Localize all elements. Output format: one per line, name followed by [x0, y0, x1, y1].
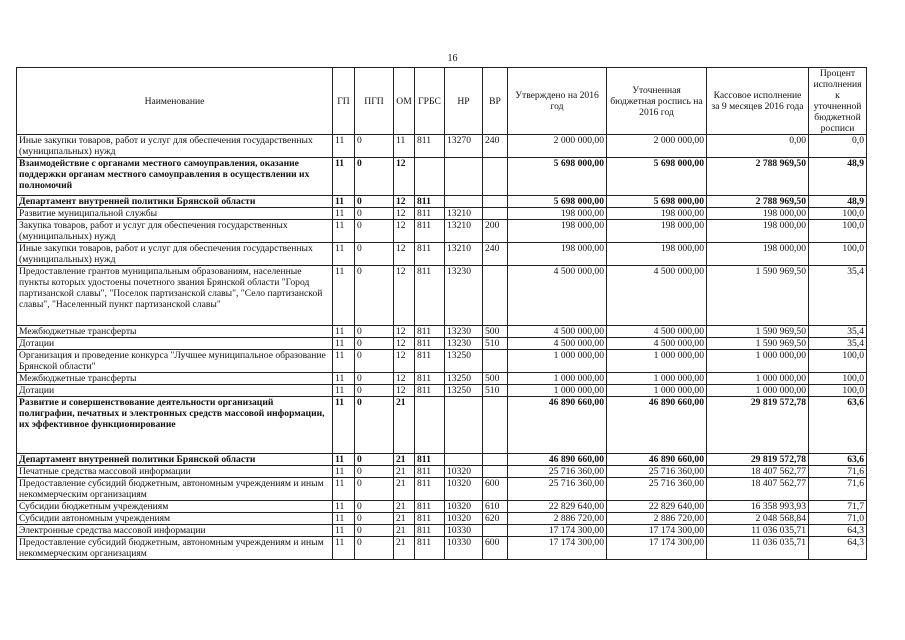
- row-cash: 198 000,00: [707, 220, 809, 243]
- row-percent: 64,3: [809, 525, 867, 537]
- row-np: 10320: [445, 466, 483, 478]
- table-row: [17, 338, 867, 350]
- row-grbs: 811: [415, 135, 445, 158]
- row-name: Печатные средства массовой информации: [17, 466, 333, 478]
- row-approved: 46 890 660,00: [508, 454, 607, 466]
- row-grbs: 811: [415, 196, 445, 208]
- row-percent: 100,0: [809, 220, 867, 243]
- table-row: [17, 501, 867, 513]
- row-gp: 11: [333, 501, 355, 513]
- row-grbs: [415, 397, 445, 454]
- row-om: 12: [394, 208, 415, 220]
- row-percent: 35,4: [809, 338, 867, 350]
- row-refined: 198 000,00: [607, 220, 707, 243]
- row-approved: 1 000 000,00: [508, 350, 607, 373]
- row-vr: [483, 350, 508, 373]
- table-row: [17, 373, 867, 385]
- row-name: Межбюджетные трансферты: [17, 326, 333, 338]
- row-om: 12: [394, 326, 415, 338]
- row-om: 11: [394, 135, 415, 158]
- row-cash: 2 788 969,50: [707, 158, 809, 196]
- table-row: [17, 385, 867, 397]
- row-refined: 46 890 660,00: [607, 397, 707, 454]
- row-percent: 100,0: [809, 208, 867, 220]
- row-approved: 22 829 640,00: [508, 501, 607, 513]
- row-vr: 600: [483, 478, 508, 501]
- row-np: [445, 454, 483, 466]
- row-gp: 11: [333, 326, 355, 338]
- row-om: 21: [394, 478, 415, 501]
- row-vr: 500: [483, 373, 508, 385]
- row-grbs: 811: [415, 326, 445, 338]
- row-vr: 510: [483, 338, 508, 350]
- row-refined: 2 886 720,00: [607, 513, 707, 525]
- row-name: Субсидии бюджетным учреждениям: [17, 501, 333, 513]
- row-np: [445, 196, 483, 208]
- table-row: [17, 513, 867, 525]
- row-cash: 11 036 035,71: [707, 525, 809, 537]
- row-refined: 4 500 000,00: [607, 338, 707, 350]
- table-row: [17, 266, 867, 326]
- row-name: Развитие и совершенствование деятельности организаций полиграфии, печатных и электронных средств массовой информации, их эффективное функционирование: [17, 397, 333, 454]
- row-name: Департамент внутренней политики Брянской области: [17, 196, 333, 208]
- row-gp: 11: [333, 513, 355, 525]
- row-np: 10330: [445, 525, 483, 537]
- row-name: Закупка товаров, работ и услуг для обеспечения государственных (муниципальных) нужд: [17, 220, 333, 243]
- row-gp: 11: [333, 266, 355, 326]
- row-vr: [483, 208, 508, 220]
- row-percent: 100,0: [809, 385, 867, 397]
- row-name: Департамент внутренней политики Брянской области: [17, 454, 333, 466]
- row-refined: 4 500 000,00: [607, 266, 707, 326]
- table-row: [17, 158, 867, 196]
- row-cash: 11 036 035,71: [707, 537, 809, 560]
- header-ppgp: ПГП: [355, 68, 394, 135]
- row-ppgp: 0: [355, 326, 394, 338]
- row-approved: 1 000 000,00: [508, 385, 607, 397]
- row-grbs: 811: [415, 501, 445, 513]
- row-grbs: 811: [415, 338, 445, 350]
- table-row: [17, 135, 867, 158]
- row-refined: 5 698 000,00: [607, 196, 707, 208]
- row-np: 13230: [445, 338, 483, 350]
- table-row: [17, 220, 867, 243]
- row-ppgp: 0: [355, 385, 394, 397]
- row-vr: [483, 466, 508, 478]
- row-gp: 11: [333, 385, 355, 397]
- row-vr: 610: [483, 501, 508, 513]
- row-gp: 11: [333, 397, 355, 454]
- row-name: Электронные средства массовой информации: [17, 525, 333, 537]
- row-gp: 11: [333, 478, 355, 501]
- row-np: 10320: [445, 478, 483, 501]
- row-om: 12: [394, 373, 415, 385]
- row-name: Межбюджетные трансферты: [17, 373, 333, 385]
- row-ppgp: 0: [355, 397, 394, 454]
- row-grbs: 811: [415, 373, 445, 385]
- row-approved: 198 000,00: [508, 243, 607, 266]
- row-cash: 1 590 969,50: [707, 326, 809, 338]
- row-cash: 2 048 568,84: [707, 513, 809, 525]
- row-name: Предоставление субсидий бюджетным, автономным учреждениям и иным некоммерческим организациям: [17, 478, 333, 501]
- row-grbs: 811: [415, 537, 445, 560]
- row-refined: 4 500 000,00: [607, 326, 707, 338]
- row-ppgp: 0: [355, 338, 394, 350]
- table-row: [17, 243, 867, 266]
- row-cash: 16 358 993,93: [707, 501, 809, 513]
- row-refined: 198 000,00: [607, 208, 707, 220]
- table-row: [17, 196, 867, 208]
- row-grbs: 811: [415, 350, 445, 373]
- row-gp: 11: [333, 135, 355, 158]
- row-grbs: 811: [415, 478, 445, 501]
- row-ppgp: 0: [355, 466, 394, 478]
- row-gp: 11: [333, 158, 355, 196]
- row-vr: 200: [483, 220, 508, 243]
- row-percent: 100,0: [809, 243, 867, 266]
- row-percent: 100,0: [809, 373, 867, 385]
- row-percent: 48,9: [809, 196, 867, 208]
- table-row: [17, 478, 867, 501]
- header-om: ОМ: [394, 68, 415, 135]
- row-ppgp: 0: [355, 478, 394, 501]
- row-cash: 198 000,00: [707, 208, 809, 220]
- page-number: 16: [447, 53, 458, 64]
- row-gp: 11: [333, 466, 355, 478]
- row-vr: 600: [483, 537, 508, 560]
- row-approved: 1 000 000,00: [508, 373, 607, 385]
- row-gp: 11: [333, 196, 355, 208]
- row-approved: 25 716 360,00: [508, 466, 607, 478]
- row-om: 21: [394, 501, 415, 513]
- row-cash: 1 000 000,00: [707, 350, 809, 373]
- row-percent: 63,6: [809, 397, 867, 454]
- row-om: 21: [394, 454, 415, 466]
- row-om: 12: [394, 266, 415, 326]
- header-vr: ВР: [483, 68, 508, 135]
- row-cash: 0,00: [707, 135, 809, 158]
- row-approved: 5 698 000,00: [508, 158, 607, 196]
- row-grbs: 811: [415, 220, 445, 243]
- row-approved: 2 000 000,00: [508, 135, 607, 158]
- row-gp: 11: [333, 373, 355, 385]
- row-name: Иные закупки товаров, работ и услуг для обеспечения государственных (муниципальных) нужд: [17, 243, 333, 266]
- header-grbs: ГРБС: [415, 68, 445, 135]
- row-gp: 11: [333, 454, 355, 466]
- row-cash: 1 000 000,00: [707, 373, 809, 385]
- table-row: [17, 350, 867, 373]
- row-approved: 17 174 300,00: [508, 525, 607, 537]
- row-refined: 22 829 640,00: [607, 501, 707, 513]
- header-name: Наименование: [17, 68, 333, 135]
- row-np: [445, 158, 483, 196]
- row-vr: 240: [483, 243, 508, 266]
- row-np: 13230: [445, 326, 483, 338]
- row-gp: 11: [333, 208, 355, 220]
- row-ppgp: 0: [355, 266, 394, 326]
- row-percent: 71,7: [809, 501, 867, 513]
- header-cash: Кассовое исполнение за 9 месяцев 2016 года: [707, 68, 809, 135]
- row-cash: 18 407 562,77: [707, 466, 809, 478]
- table-row: [17, 525, 867, 537]
- row-np: 13210: [445, 220, 483, 243]
- row-grbs: [415, 158, 445, 196]
- table-row: [17, 208, 867, 220]
- row-np: 10320: [445, 513, 483, 525]
- row-cash: 1 000 000,00: [707, 385, 809, 397]
- row-gp: 11: [333, 350, 355, 373]
- row-vr: 240: [483, 135, 508, 158]
- row-ppgp: 0: [355, 350, 394, 373]
- row-vr: [483, 397, 508, 454]
- row-np: 13250: [445, 350, 483, 373]
- table-row: [17, 454, 867, 466]
- row-approved: 198 000,00: [508, 208, 607, 220]
- row-np: 10330: [445, 537, 483, 560]
- row-om: 21: [394, 397, 415, 454]
- row-ppgp: 0: [355, 501, 394, 513]
- row-name: Дотации: [17, 338, 333, 350]
- row-grbs: 811: [415, 454, 445, 466]
- row-refined: 1 000 000,00: [607, 385, 707, 397]
- row-grbs: 811: [415, 525, 445, 537]
- row-np: 13210: [445, 208, 483, 220]
- row-percent: 100,0: [809, 350, 867, 373]
- row-np: 10320: [445, 501, 483, 513]
- row-percent: 64,3: [809, 537, 867, 560]
- header-approved: Утверждено на 2016 год: [508, 68, 607, 135]
- table-row: [17, 397, 867, 454]
- row-name: Предоставление субсидий бюджетным, автономным учреждениям и иным некоммерческим организациям: [17, 537, 333, 560]
- row-percent: 63,6: [809, 454, 867, 466]
- row-name: Организация и проведение конкурса "Лучшее муниципальное образование Брянской области": [17, 350, 333, 373]
- row-approved: 5 698 000,00: [508, 196, 607, 208]
- row-om: 12: [394, 196, 415, 208]
- row-refined: 17 174 300,00: [607, 537, 707, 560]
- row-refined: 5 698 000,00: [607, 158, 707, 196]
- row-grbs: 811: [415, 385, 445, 397]
- row-percent: 0,0: [809, 135, 867, 158]
- row-vr: [483, 266, 508, 326]
- row-name: Развитие муниципальной службы: [17, 208, 333, 220]
- row-refined: 198 000,00: [607, 243, 707, 266]
- row-vr: [483, 454, 508, 466]
- row-refined: 25 716 360,00: [607, 466, 707, 478]
- row-np: 13210: [445, 243, 483, 266]
- row-om: 12: [394, 338, 415, 350]
- row-name: Предоставление грантов муниципальным образованиям, населенные пункты которых удостоены почетного звания Брянской области "Город партизанской славы", "Поселок партизанской славы", "Село партизанской славы", "Населенный пункт партизанской славы": [17, 266, 333, 326]
- header-gp: ГП: [333, 68, 355, 135]
- row-om: 21: [394, 466, 415, 478]
- row-percent: 35,4: [809, 266, 867, 326]
- row-ppgp: 0: [355, 208, 394, 220]
- row-approved: 17 174 300,00: [508, 537, 607, 560]
- row-om: 12: [394, 243, 415, 266]
- row-refined: 46 890 660,00: [607, 454, 707, 466]
- row-vr: 500: [483, 326, 508, 338]
- row-percent: 71,6: [809, 466, 867, 478]
- row-ppgp: 0: [355, 454, 394, 466]
- table-row: [17, 326, 867, 338]
- row-vr: 620: [483, 513, 508, 525]
- row-refined: 1 000 000,00: [607, 373, 707, 385]
- row-name: Иные закупки товаров, работ и услуг для обеспечения государственных (муниципальных) нужд: [17, 135, 333, 158]
- row-refined: 25 716 360,00: [607, 478, 707, 501]
- row-ppgp: 0: [355, 158, 394, 196]
- table-row: [17, 466, 867, 478]
- row-ppgp: 0: [355, 220, 394, 243]
- row-grbs: 811: [415, 243, 445, 266]
- row-gp: 11: [333, 525, 355, 537]
- row-np: 13250: [445, 385, 483, 397]
- row-approved: 4 500 000,00: [508, 326, 607, 338]
- row-grbs: 811: [415, 466, 445, 478]
- row-cash: 18 407 562,77: [707, 478, 809, 501]
- row-name: Субсидии автономным учреждениям: [17, 513, 333, 525]
- row-refined: 2 000 000,00: [607, 135, 707, 158]
- row-percent: 71,0: [809, 513, 867, 525]
- row-ppgp: 0: [355, 525, 394, 537]
- row-approved: 198 000,00: [508, 220, 607, 243]
- header-refined: Уточненная бюджетная роспись на 2016 год: [607, 68, 707, 135]
- row-om: 12: [394, 158, 415, 196]
- row-ppgp: 0: [355, 513, 394, 525]
- row-om: 21: [394, 513, 415, 525]
- row-np: [445, 397, 483, 454]
- header-percent: Процент исполнения к уточненной бюджетной росписи: [809, 68, 867, 135]
- row-np: 13250: [445, 373, 483, 385]
- row-percent: 35,4: [809, 326, 867, 338]
- row-percent: 71,6: [809, 478, 867, 501]
- row-refined: 17 174 300,00: [607, 525, 707, 537]
- row-name: Дотации: [17, 385, 333, 397]
- row-refined: 1 000 000,00: [607, 350, 707, 373]
- row-ppgp: 0: [355, 373, 394, 385]
- row-approved: 4 500 000,00: [508, 338, 607, 350]
- row-approved: 2 886 720,00: [508, 513, 607, 525]
- row-gp: 11: [333, 243, 355, 266]
- row-ppgp: 0: [355, 135, 394, 158]
- budget-table: [16, 67, 867, 560]
- row-vr: 510: [483, 385, 508, 397]
- row-gp: 11: [333, 220, 355, 243]
- row-gp: 11: [333, 338, 355, 350]
- row-cash: 29 819 572,78: [707, 454, 809, 466]
- row-grbs: 811: [415, 513, 445, 525]
- row-vr: [483, 158, 508, 196]
- row-name: Взаимодействие с органами местного самоуправления, оказание поддержки органам местного самоуправления в осуществлении их полномочий: [17, 158, 333, 196]
- row-percent: 48,9: [809, 158, 867, 196]
- row-om: 21: [394, 525, 415, 537]
- row-ppgp: 0: [355, 243, 394, 266]
- row-om: 21: [394, 537, 415, 560]
- row-om: 12: [394, 385, 415, 397]
- header-np: НР: [445, 68, 483, 135]
- row-ppgp: 0: [355, 196, 394, 208]
- row-vr: [483, 525, 508, 537]
- row-cash: 1 590 969,50: [707, 266, 809, 326]
- row-cash: 1 590 969,50: [707, 338, 809, 350]
- row-approved: 4 500 000,00: [508, 266, 607, 326]
- row-np: 13270: [445, 135, 483, 158]
- row-approved: 25 716 360,00: [508, 478, 607, 501]
- row-grbs: 811: [415, 266, 445, 326]
- row-om: 12: [394, 220, 415, 243]
- row-np: 13230: [445, 266, 483, 326]
- row-approved: 46 890 660,00: [508, 397, 607, 454]
- header-row: [17, 68, 867, 135]
- row-grbs: 811: [415, 208, 445, 220]
- table-row: [17, 537, 867, 560]
- row-gp: 11: [333, 537, 355, 560]
- row-om: 12: [394, 350, 415, 373]
- row-ppgp: 0: [355, 537, 394, 560]
- row-cash: 2 788 969,50: [707, 196, 809, 208]
- row-vr: [483, 196, 508, 208]
- row-cash: 198 000,00: [707, 243, 809, 266]
- row-cash: 29 819 572,78: [707, 397, 809, 454]
